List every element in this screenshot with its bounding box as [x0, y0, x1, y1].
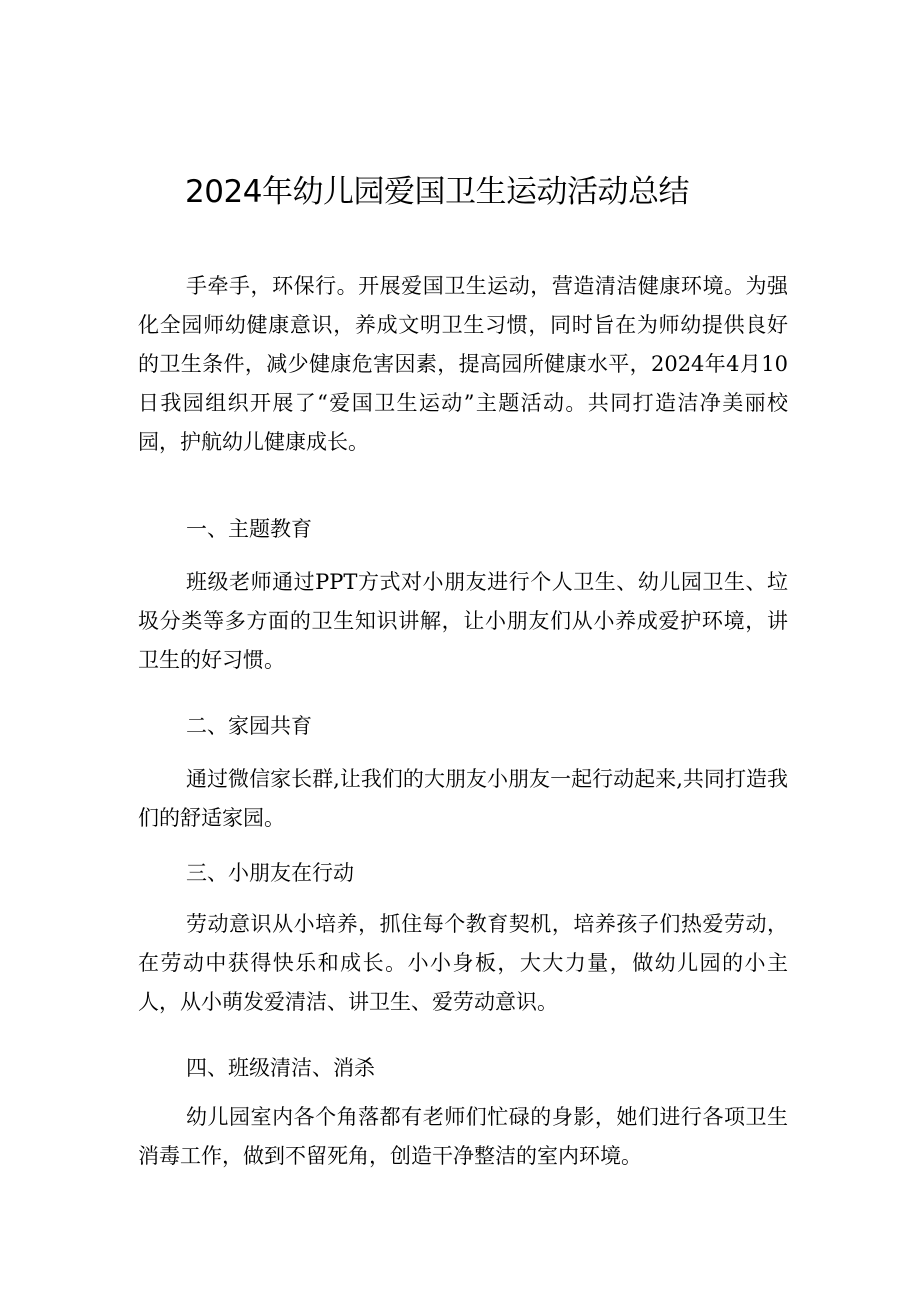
section-paragraph-theme-education: 班级老师通过PPT方式对小朋友进行个人卫生、幼儿园卫生、垃圾分类等多方面的卫生知识讲解，让小朋友们从小养成爱护环境，讲卫生的好习惯。 [138, 570, 788, 672]
section-heading-home-school: 二、家园共育 [186, 714, 312, 738]
section-heading-kids-in-action: 三、小朋友在行动 [186, 861, 354, 885]
section-paragraph-class-cleaning: 幼儿园室内各个角落都有老师们忙碌的身影，她们进行各项卫生消毒工作，做到不留死角，创造干净整洁的室内环境。 [138, 1105, 788, 1168]
section-heading-class-cleaning: 四、班级清洁、消杀 [186, 1056, 375, 1080]
section-paragraph-kids-in-action: 劳动意识从小培养，抓住每个教育契机，培养孩子们热爱劳动，在劳动中获得快乐和成长。小小身板，大大力量，做幼儿园的小主人，从小萌发爱清洁、讲卫生、爱劳动意识。 [138, 912, 788, 1014]
document-title: 2024年幼儿园爱国卫生运动活动总结 [185, 174, 689, 210]
intro-paragraph: 手牵手，环保行。开展爱国卫生运动，营造清洁健康环境。为强化全园师幼健康意识，养成文明卫生习惯，同时旨在为师幼提供良好的卫生条件，减少健康危害因素，提高园所健康水平，2024年4月10日我园组织开展了“爱国卫生运动”主题活动。共同打造洁净美丽校园，护航幼儿健康成长。 [138, 274, 788, 454]
section-paragraph-home-school: 通过微信家长群,让我们的大朋友小朋友一起行动起来,共同打造我们的舒适家园。 [138, 767, 788, 830]
section-heading-theme-education: 一、主题教育 [186, 517, 312, 541]
